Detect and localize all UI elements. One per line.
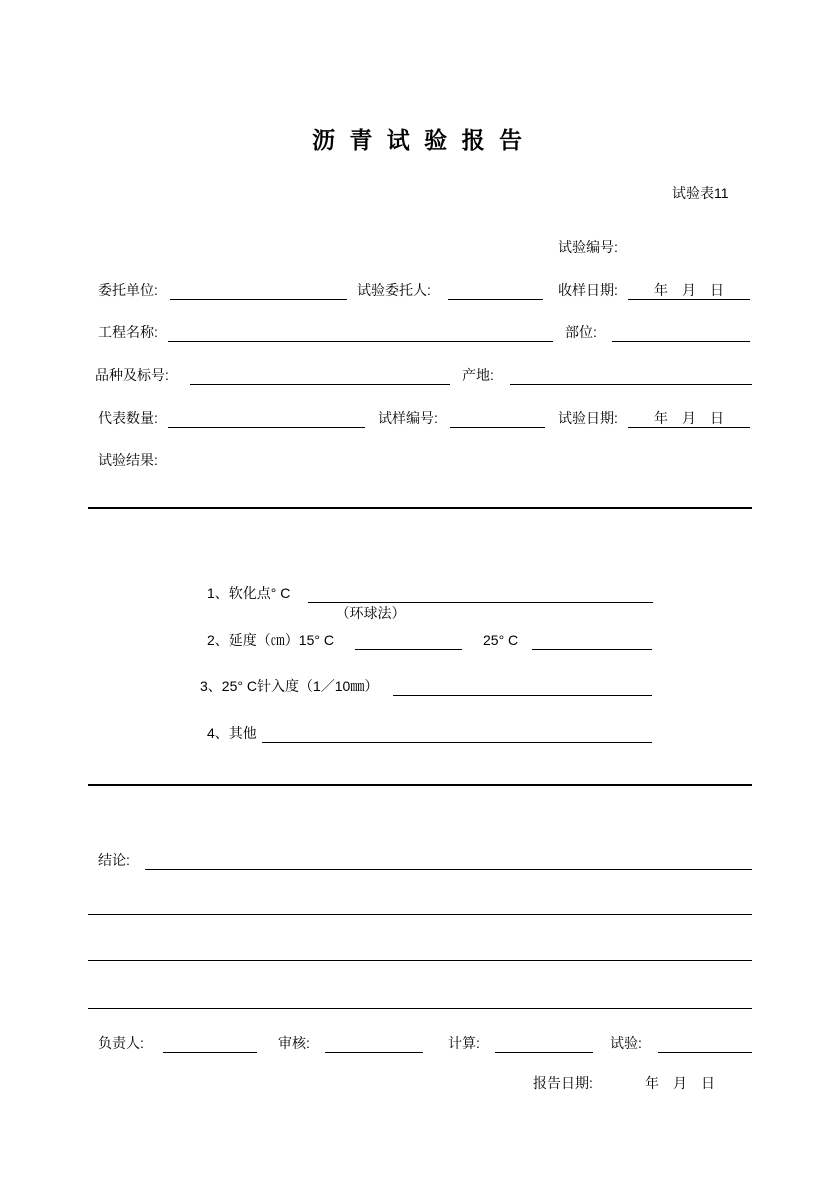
conclusion-label: 结论: [98, 852, 130, 868]
sample-number-label: 试样编号: [378, 410, 438, 426]
section-divider-top [88, 507, 752, 509]
test-number-label: 试验编号: [558, 239, 618, 255]
origin-label: 产地: [462, 367, 494, 383]
other-item-field[interactable] [262, 723, 652, 743]
softening-point-label: 1、软化点° C [207, 585, 291, 601]
section-divider-bottom [88, 784, 752, 786]
form-code-label: 试验表11 [672, 185, 729, 201]
test-date-field[interactable]: 年 月 日 [628, 408, 750, 428]
report-date-label: 报告日期: [533, 1075, 593, 1091]
responsible-field[interactable] [163, 1033, 257, 1053]
origin-field[interactable] [510, 365, 752, 385]
client-label: 委托单位: [98, 282, 158, 298]
conclusion-line-1[interactable] [88, 914, 752, 915]
commissioner-label: 试验委托人: [357, 282, 431, 298]
representative-quantity-label: 代表数量: [98, 410, 158, 426]
client-field[interactable] [170, 280, 347, 300]
reviewer-label: 审核: [278, 1035, 310, 1051]
project-name-label: 工程名称: [98, 324, 158, 340]
conclusion-line-2[interactable] [88, 960, 752, 961]
calculator-field[interactable] [495, 1033, 593, 1053]
sample-received-date-label: 收样日期: [558, 282, 618, 298]
report-date-value: 年 月 日 [645, 1075, 715, 1091]
tester-field[interactable] [658, 1033, 752, 1053]
test-date-label: 试验日期: [558, 410, 618, 426]
sample-received-date-field[interactable]: 年 月 日 [628, 280, 750, 300]
variety-grade-label: 品种及标号: [95, 367, 169, 383]
other-item-label: 4、其他 [207, 725, 257, 741]
location-label: 部位: [565, 324, 597, 340]
representative-quantity-field[interactable] [168, 408, 365, 428]
sample-number-field[interactable] [450, 408, 545, 428]
commissioner-field[interactable] [448, 280, 543, 300]
softening-point-field[interactable] [308, 583, 653, 621]
softening-point-method-note: （环球法） [335, 605, 406, 621]
variety-grade-field[interactable] [190, 365, 450, 385]
ductility-15c-field[interactable] [355, 630, 462, 650]
ductility-label: 2、延度（㎝）15° C [207, 632, 334, 648]
responsible-label: 负责人: [98, 1035, 144, 1051]
reviewer-field[interactable] [325, 1033, 423, 1053]
conclusion-line-3[interactable] [88, 1008, 752, 1009]
penetration-field[interactable] [393, 676, 652, 696]
ductility-25c-field[interactable] [532, 630, 652, 650]
calculator-label: 计算: [448, 1035, 480, 1051]
project-name-field[interactable] [168, 322, 553, 342]
location-field[interactable] [612, 322, 750, 342]
penetration-label: 3、25° C针入度（1／10㎜） [200, 678, 379, 694]
tester-label: 试验: [610, 1035, 642, 1051]
test-results-label: 试验结果: [98, 452, 158, 468]
page-title: 沥 青 试 验 报 告 [312, 127, 526, 153]
ductility-25c-label: 25° C [483, 632, 519, 648]
conclusion-field[interactable] [145, 850, 752, 870]
